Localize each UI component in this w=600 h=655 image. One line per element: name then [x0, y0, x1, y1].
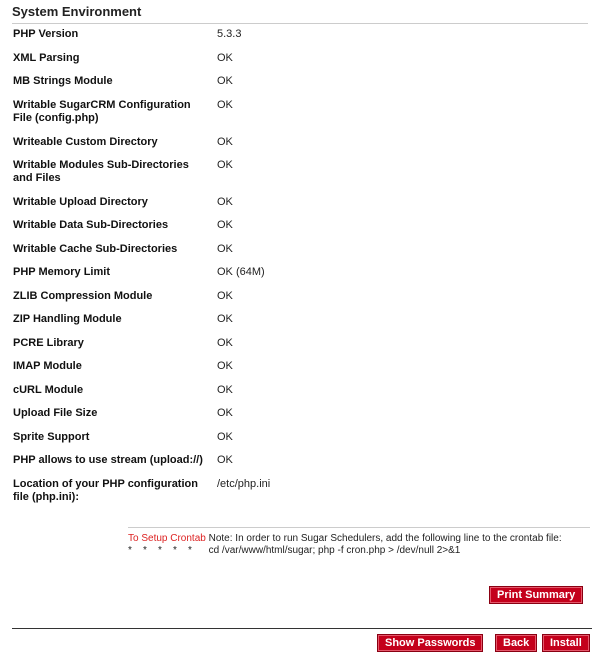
check-label: PHP allows to use stream (upload://) [13, 454, 203, 466]
check-value: OK [217, 454, 233, 466]
check-value: OK [217, 195, 233, 208]
crontab-setup-link[interactable]: To Setup Crontab [128, 533, 206, 544]
check-label: MB Strings Module [13, 75, 113, 87]
section-title: System Environment [12, 4, 588, 24]
check-label: PHP Memory Limit [13, 266, 110, 278]
check-row [13, 384, 588, 408]
check-label: cURL Module [13, 383, 84, 396]
crontab-note [128, 527, 590, 557]
check-row [13, 313, 588, 337]
check-row [13, 431, 588, 455]
check-value: OK [217, 75, 233, 87]
check-row [13, 290, 588, 314]
print-summary-button[interactable]: Print Summary [489, 586, 583, 604]
check-label: Writable SugarCRM Configuration File (config.php) [13, 98, 191, 124]
check-value: OK [217, 159, 233, 171]
check-row [13, 196, 588, 220]
check-value: OK [217, 360, 233, 372]
check-value: OK [217, 383, 233, 396]
crontab-note-text: Note: In order to run Sugar Schedulers, add the following line to the crontab file: [208, 533, 562, 544]
back-button[interactable]: Back [495, 634, 537, 652]
check-row [13, 407, 588, 431]
check-value: /etc/php.ini [217, 477, 271, 490]
check-row [13, 28, 588, 52]
check-value: OK [217, 407, 233, 419]
check-value: OK [217, 219, 233, 231]
check-value: OK [217, 98, 233, 111]
check-label: Upload File Size [13, 407, 98, 419]
check-label: Writable Data Sub-Directories [13, 219, 169, 231]
check-row [13, 243, 588, 267]
check-row [13, 454, 588, 478]
footer-divider [12, 628, 592, 629]
system-check-list [13, 28, 588, 508]
check-label: PHP Version [13, 28, 79, 40]
check-label: IMAP Module [13, 360, 82, 372]
install-button[interactable]: Install [542, 634, 590, 652]
check-label: ZLIB Compression Module [13, 289, 153, 302]
check-row [13, 266, 588, 290]
check-row [13, 136, 588, 160]
check-label: Location of your PHP configuration file (php.ini): [13, 477, 198, 503]
check-row [13, 52, 588, 76]
check-label: Writable Modules Sub-Directories and Files [13, 159, 189, 184]
check-row [13, 478, 588, 508]
check-row [13, 99, 588, 136]
check-label: ZIP Handling Module [13, 313, 122, 325]
check-label: PCRE Library [13, 336, 84, 349]
check-value: OK [217, 135, 233, 148]
check-value: 5.3.3 [217, 28, 242, 40]
check-label: XML Parsing [13, 51, 80, 64]
check-value: OK (64M) [217, 266, 265, 278]
check-value: OK [217, 289, 233, 302]
check-row [13, 337, 588, 361]
check-value: OK [217, 313, 233, 325]
check-row [13, 360, 588, 384]
check-row [13, 75, 588, 99]
check-value: OK [217, 336, 233, 349]
check-row [13, 159, 588, 196]
check-value: OK [217, 51, 233, 64]
check-label: Writable Cache Sub-Directories [13, 242, 178, 255]
check-label: Writeable Custom Directory [13, 135, 158, 148]
check-label: Sprite Support [13, 430, 90, 443]
check-row [13, 219, 588, 243]
check-value: OK [217, 242, 233, 255]
crontab-command: * * * * * cd /var/www/html/sugar; php -f cron.php > /dev/null 2>&1 [128, 545, 461, 556]
check-value: OK [217, 430, 233, 443]
show-passwords-button[interactable]: Show Passwords [377, 634, 483, 652]
check-label: Writable Upload Directory [13, 195, 148, 208]
